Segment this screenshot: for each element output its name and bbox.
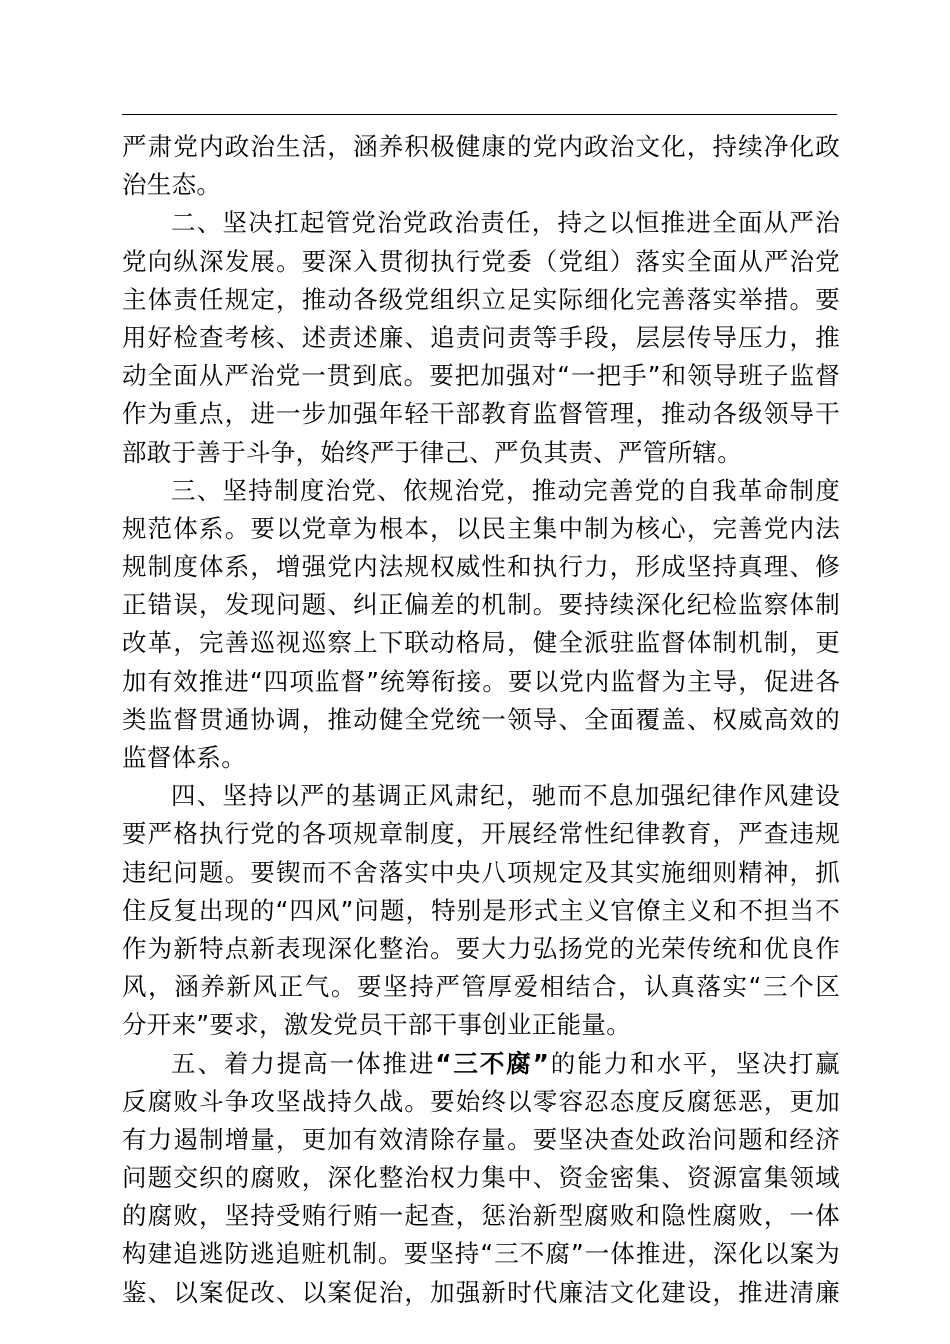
text-line: 用好检查考核、述责述廉、追责问责等手段，层层传导压力，推 (122, 322, 840, 352)
text-line: 严肃党内政治生活，涵养积极健康的党内政治文化，持续净化政 (122, 132, 840, 161)
text-line: 要严格执行党的各项规章制度，开展经常性纪律教育，严查违规 (122, 819, 840, 849)
text-line: 动全面从严治党一贯到底。要把加强对“一把手”和领导班子监督 (122, 361, 840, 391)
text-line: 问题交织的腐败，深化整治权力集中、资金密集、资源富集领域 (122, 1163, 840, 1193)
text-line: 加有效推进“四项监督”统筹衔接。要以党内监督为主导，促进各 (122, 666, 840, 696)
paragraph-first-line: 四、坚持以严的基调正风肃纪，驰而不息加强纪律作风建设 (171, 781, 840, 811)
text-line: 党向纵深发展。要深入贯彻执行党委（党组）落实全面从严治党 (122, 246, 840, 276)
text-line: 作为重点，进一步加强年轻干部教育监督管理，推动各级领导干 (122, 399, 840, 429)
text-line: 监督体系。 (122, 743, 246, 772)
text-line: 反腐败斗争攻坚战持久战。要始终以零容忍态度反腐惩恶，更加 (122, 1086, 840, 1116)
document-body (122, 128, 840, 1312)
text-line: 构建追逃防逃追赃机制。要坚持“三不腐”一体推进，深化以案为 (122, 1239, 840, 1269)
text-line: 正错误，发现问题、纠正偏差的机制。要持续深化纪检监察体制 (122, 590, 840, 620)
header-rule (122, 114, 837, 115)
text-line: 改革，完善巡视巡察上下联动格局，健全派驻监督体制机制，更 (122, 628, 840, 658)
text-line: 分开来”要求，激发党员干部干事创业正能量。 (122, 1010, 631, 1040)
text-line: 违纪问题。要锲而不舍落实中央八项规定及其实施细则精神，抓 (122, 857, 840, 887)
text-line: 风，涵养新风正气。要坚持严管厚爱相结合，认真落实“三个区 (122, 972, 840, 1002)
text-line: 主体责任规定，推动各级党组织立足实际细化完善落实举措。要 (122, 284, 840, 314)
text-line: 鉴、以案促改、以案促治，加强新时代廉洁文化建设，推进清廉 (122, 1277, 840, 1307)
text-line: 的腐败，坚持受贿行贿一起查，惩治新型腐败和隐性腐败，一体 (122, 1201, 840, 1231)
paragraph-first-line: 五、着力提高一体推进“三不腐”的能力和水平，坚决打赢 (171, 1048, 840, 1078)
paragraph-first-line: 三、坚持制度治党、依规治党，推动完善党的自我革命制度 (171, 475, 840, 505)
emphasis-text: “三不腐” (435, 1048, 550, 1078)
text-line: 类监督贯通协调，推动健全党统一领导、全面覆盖、权威高效的 (122, 704, 840, 734)
paragraph-first-line: 二、坚决扛起管党治党政治责任，持之以恒推进全面从严治 (171, 208, 840, 238)
text-line: 规范体系。要以党章为根本，以民主集中制为核心，完善党内法 (122, 513, 840, 543)
text-line: 规制度体系，增强党内法规权威性和执行力，形成坚持真理、修 (122, 552, 840, 582)
text-line: 部敢于善于斗争，始终严于律己、严负其责、严管所辖。 (122, 437, 742, 467)
text-line: 住反复出现的“四风”问题，特别是形式主义官僚主义和不担当不 (122, 895, 840, 925)
text-line: 治生态。 (122, 170, 222, 200)
text-line: 作为新特点新表现深化整治。要大力弘扬党的光荣传统和优良作 (122, 933, 840, 963)
text-line: 有力遏制增量，更加有效清除存量。要坚决查处政治问题和经济 (122, 1124, 840, 1154)
